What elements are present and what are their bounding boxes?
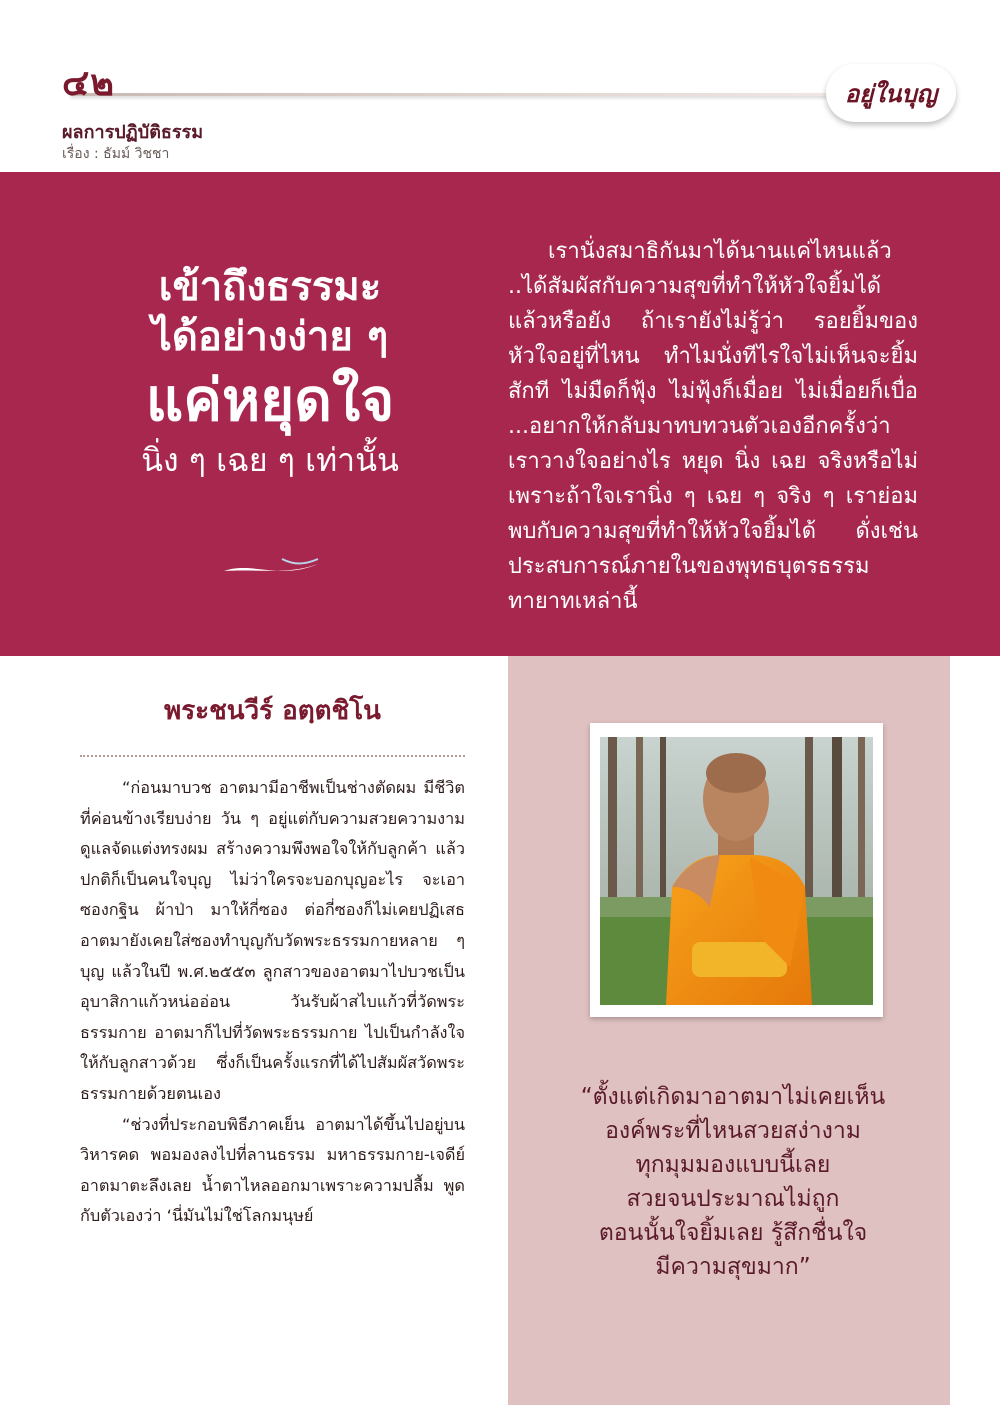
dotted-divider bbox=[80, 745, 465, 757]
byline: เรื่อง : ธัมม์ วิชชา bbox=[62, 146, 170, 162]
magazine-logo bbox=[826, 64, 956, 122]
quote-line: ทุกมุมมองแบบนี้เลย bbox=[635, 1152, 831, 1178]
pull-quote bbox=[548, 1080, 918, 1284]
hero-title-line3: แค่หยุดใจ bbox=[145, 366, 395, 434]
quote-line: สวยจนประมาณไม่ถูก bbox=[626, 1186, 840, 1212]
monk-portrait-image bbox=[600, 737, 873, 1005]
article-column bbox=[80, 690, 465, 1232]
hero-title bbox=[100, 262, 440, 482]
page-number: ๔๒ bbox=[62, 63, 115, 104]
hero-banner bbox=[0, 172, 1000, 656]
section-title: ผลการปฏิบัติธรรม bbox=[62, 122, 204, 143]
hero-intro-text: เรานั่งสมาธิกันมาได้นานแค่ไหนแล้ว ..ได้สัมผัสกับความสุขที่ทำให้หัวใจยิ้มได้แล้วหรือยัง ถ้าเรายังไม่รู้ว่า รอยยิ้มของหัวใจอยู่ที่ไหน ทำไมนั่งทีไรใจไม่เห็นจะยิ้มสักที ไม่มืดก็ฟุ้ง ไม่ฟุ้งก็เมื่อย ไม่เมื่อยก็เบื่อ ...อยากให้กลับมาทบทวนตัวเองอีกครั้งว่า เราวางใจอย่างไร หยุด นิ่ง เฉย จริงหรือไม่ เพราะถ้าใจเรานิ่ง ๆ เฉย ๆ จริง ๆ เราย่อมพบกับความสุขที่ทำให้หัวใจยิ้มได้ ดั่งเช่นประสบการณ์ภายในของพุทธบุตรธรรมทายาทเหล่านี้ bbox=[508, 239, 918, 614]
hero-intro bbox=[508, 234, 918, 619]
photo-frame bbox=[590, 723, 883, 1017]
author-name: พระชนวีร์ อตฺตชิโน bbox=[164, 696, 381, 726]
quote-line: องค์พระที่ไหนสวยสง่างาม bbox=[605, 1118, 861, 1144]
hero-title-line1: เข้าถึงธรรมะ bbox=[158, 264, 382, 310]
quote-line: มีความสุขมาก” bbox=[655, 1254, 811, 1280]
sidebar-panel bbox=[508, 656, 950, 1405]
article-body bbox=[80, 773, 465, 1232]
monk-photo bbox=[600, 737, 873, 1005]
header-rule bbox=[70, 93, 890, 96]
hero-title-line4: นิ่ง ๆ เฉย ๆ เท่านั้น bbox=[141, 441, 399, 479]
decorative-swirl-icon bbox=[222, 555, 322, 579]
logo-text: อยู่ในบุญ bbox=[844, 78, 938, 108]
hero-title-line2: ได้อย่างง่าย ๆ bbox=[151, 314, 389, 360]
quote-line: “ตั้งแต่เกิดมาอาตมาไม่เคยเห็น bbox=[580, 1084, 886, 1110]
article-paragraph: “ก่อนมาบวช อาตมามีอาชีพเป็นช่างตัดผม มีชีวิตที่ค่อนข้างเรียบง่าย วัน ๆ อยู่แต่กับความสวยความงาม ดูแลจัดแต่งทรงผม สร้างความพึงพอใจให้กับลูกค้า แล้วปกติก็เป็นคนใจบุญ ไม่ว่าใครจะบอกบุญอะไร จะเอาซองกฐิน ผ้าป่า มาให้กี่ซอง ต่อกี่ซองก็ไม่เคยปฏิเสธ อาตมายังเคยใส่ซองทำบุญกับวัดพระธรรมกายหลาย ๆ บุญ แล้วในปี พ.ศ.๒๕๕๓ ลูกสาวของอาตมาไปบวชเป็นอุบาสิกาแก้วหน่ออ่อน วันรับผ้าสไบแก้วที่วัดพระธรรมกาย อาตมาก็ไปที่วัดพระธรรมกาย ไปเป็นกำลังใจให้กับลูกสาวด้วย ซึ่งก็เป็นครั้งแรกที่ได้ไปสัมผัสวัดพระธรรมกายด้วยตนเอง bbox=[80, 778, 465, 1103]
article-paragraph: “ช่วงที่ประกอบพิธีภาคเย็น อาตมาได้ขึ้นไปอยู่บนวิหารคด พอมองลงไปที่ลานธรรม มหาธรรมกาย-เจดีย์ อาตมาตะลึงเลย น้ำตาไหลออกมาเพราะความปลื้ม พูดกับตัวเองว่า ‘นี่มันไม่ใช่โลกมนุษย์ bbox=[80, 1114, 465, 1226]
quote-line: ตอนนั้นใจยิ้มเลย รู้สึกชื่นใจ bbox=[598, 1220, 868, 1246]
